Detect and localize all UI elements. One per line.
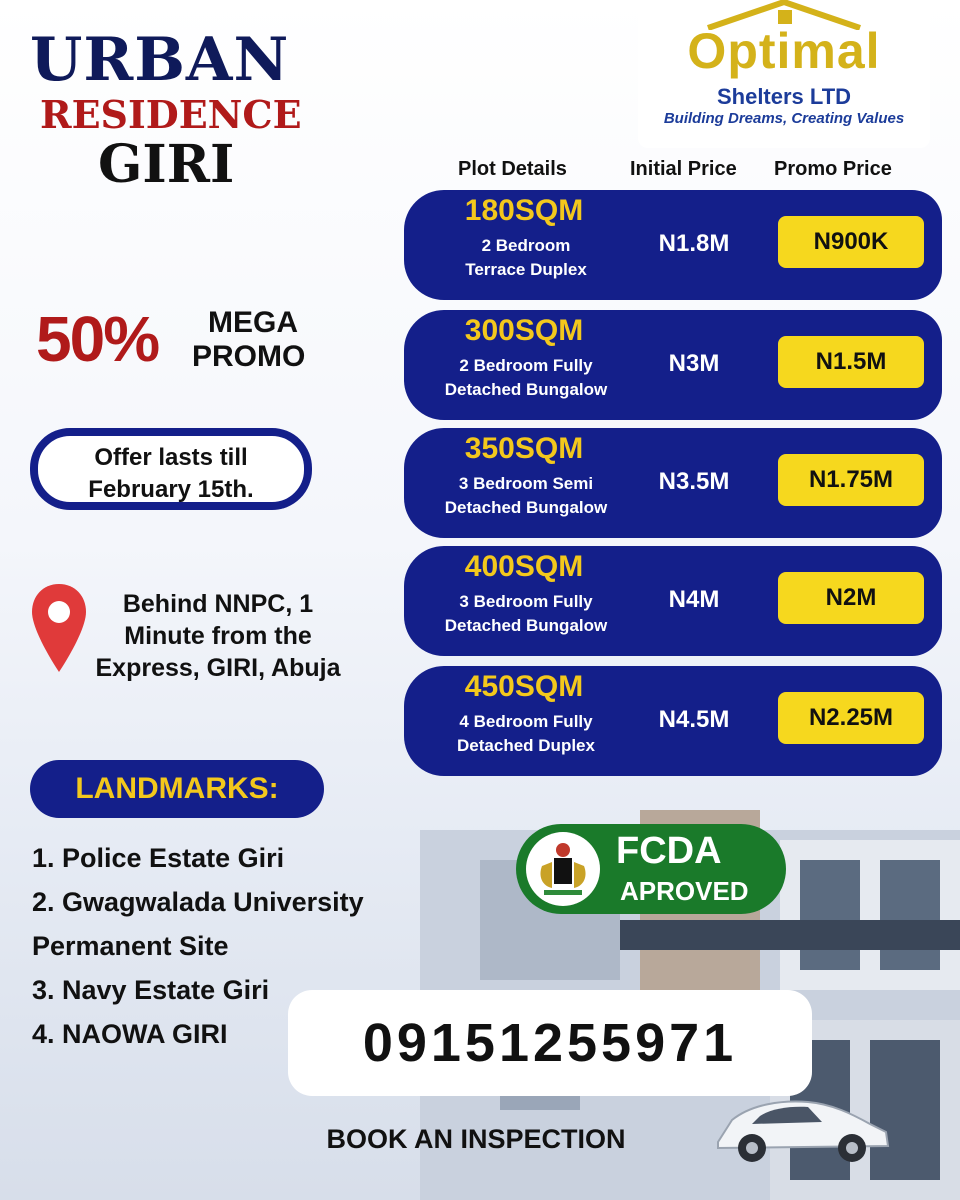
plot-row	[404, 546, 942, 656]
promo-word-promo: PROMO	[192, 340, 306, 373]
initial-price: N3M	[668, 350, 720, 377]
fcda-approved-badge	[516, 824, 786, 914]
address-line: Minute from the	[124, 622, 312, 650]
location-address	[68, 588, 368, 684]
phone-number[interactable]: 09151255971	[288, 990, 812, 1096]
title-residence: RESIDENCE	[40, 92, 302, 137]
promo-word-mega: MEGA	[208, 306, 298, 339]
initial-price: N4.5M	[658, 706, 730, 733]
address-line: Express, GIRI, Abuja	[95, 654, 341, 682]
offer-deadline-badge	[30, 428, 312, 510]
plot-size: 180SQM	[464, 194, 584, 227]
plot-row	[404, 428, 942, 538]
initial-price: N3.5M	[658, 468, 730, 495]
landmark-item: 3. Navy Estate Giri	[32, 975, 270, 1005]
landmarks-heading: LANDMARKS:	[30, 760, 324, 818]
badge-approved: APROVED	[620, 876, 749, 906]
landmark-item: 4. NAOWA GIRI	[32, 1019, 228, 1049]
header-promo-price: Promo Price	[774, 158, 892, 180]
company-logo	[638, 0, 930, 148]
plot-description: Detached Bungalow	[444, 616, 608, 635]
promo-price-badge: N2.25M	[778, 692, 924, 744]
plot-description: 3 Bedroom Fully	[459, 592, 593, 611]
plot-size: 400SQM	[464, 550, 584, 583]
plot-description: 4 Bedroom Fully	[459, 712, 593, 731]
plot-description: 3 Bedroom Semi	[458, 474, 594, 493]
offer-line: February 15th.	[88, 476, 254, 503]
logo-brand: Optimal	[687, 23, 881, 79]
landmark-item: 1. Police Estate Giri	[32, 843, 285, 873]
logo-subtitle: Shelters LTD	[716, 84, 852, 109]
promo-price-badge: N2M	[778, 572, 924, 624]
landmark-item: Permanent Site	[32, 931, 229, 961]
coat-of-arms-icon	[526, 832, 600, 906]
book-inspection-cta[interactable]: BOOK AN INSPECTION	[326, 1124, 626, 1154]
price-table-header	[420, 158, 940, 188]
address-line: Behind NNPC, 1	[122, 590, 314, 618]
initial-price: N1.8M	[658, 230, 730, 257]
offer-line: Offer lasts till	[94, 444, 248, 471]
plot-description: 2 Bedroom	[481, 236, 571, 255]
promo-percent: 50%	[36, 303, 159, 375]
promo-price-badge: N1.75M	[778, 454, 924, 506]
header-plot-details: Plot Details	[458, 158, 567, 180]
plot-description: Detached Bungalow	[444, 380, 608, 399]
header-initial-price: Initial Price	[630, 158, 737, 180]
logo-tagline: Building Dreams, Creating Values	[663, 110, 905, 127]
plot-description: Detached Duplex	[457, 736, 595, 755]
project-title	[30, 25, 330, 195]
plot-row	[404, 666, 942, 776]
promo-price-badge: N1.5M	[778, 336, 924, 388]
promo-price-badge: N900K	[778, 216, 924, 268]
plot-row	[404, 310, 942, 420]
badge-fcda: FCDA	[616, 830, 722, 872]
plot-description: 2 Bedroom Fully	[459, 356, 593, 375]
title-giri: GIRI	[98, 134, 235, 195]
initial-price: N4M	[668, 586, 720, 613]
title-urban: URBAN	[30, 25, 290, 95]
plot-description: Terrace Duplex	[465, 260, 587, 279]
plot-row	[404, 190, 942, 300]
plot-size: 450SQM	[464, 670, 584, 703]
plot-size: 300SQM	[464, 314, 584, 347]
landmark-item: 2. Gwagwalada University	[32, 887, 364, 917]
plot-size: 350SQM	[464, 432, 584, 465]
plot-description: Detached Bungalow	[444, 498, 608, 517]
